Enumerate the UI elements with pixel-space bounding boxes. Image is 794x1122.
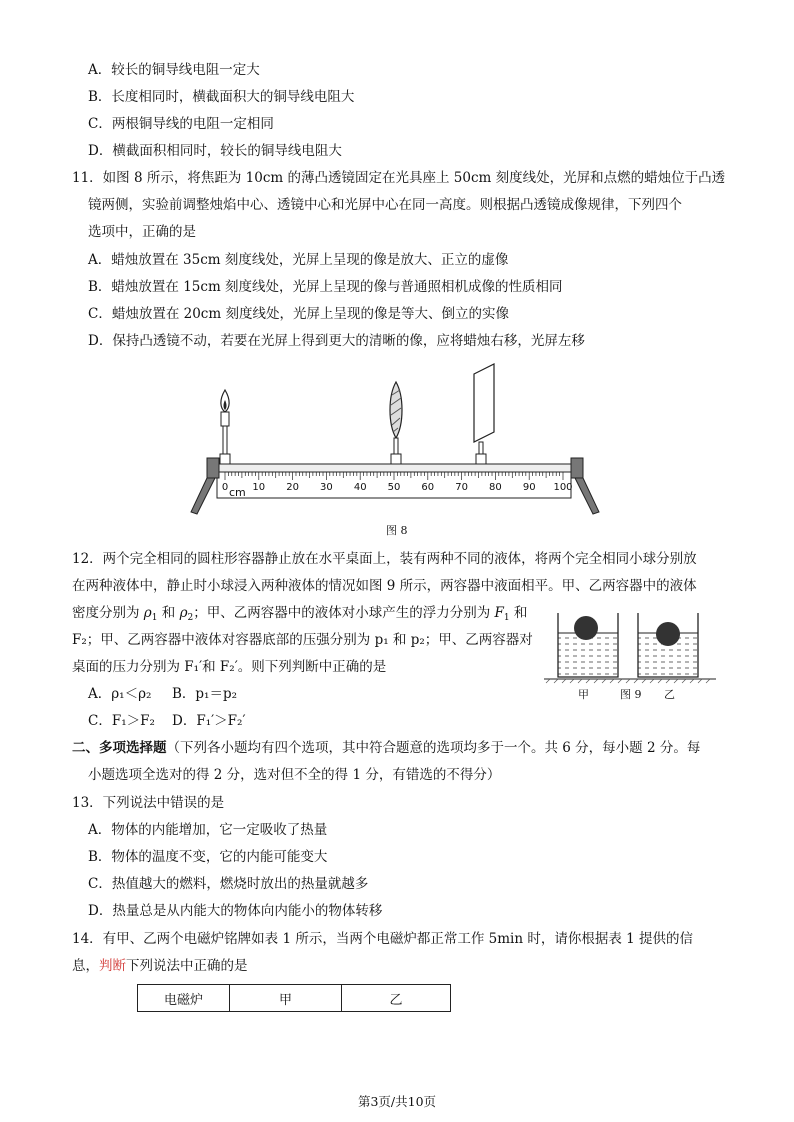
bench-tick-label: 40 xyxy=(353,482,367,493)
figure-9-caption: 图 9 xyxy=(620,688,642,701)
q13-option-a: A．物体的内能增加，它一定吸收了热量 xyxy=(88,822,328,838)
q12-stem-line5: 桌面的压力分别为 F₁′和 F₂′。则下列判断中正确的是 xyxy=(72,659,387,675)
figure-9-label-jia: 甲 xyxy=(578,688,589,701)
q13-option-c: C．热值越大的燃料，燃烧时放出的热量就越多 xyxy=(88,876,369,892)
q11-stem-line2: 镜两侧，实验前调整烛焰中心、透镜中心和光屏中心在同一高度。则根据凸透镜成像规律，下列四个 xyxy=(88,197,682,213)
q12-option-c: C．F₁＞F₂ xyxy=(88,713,155,729)
q10-option-c: C．两根铜导线的电阻一定相同 xyxy=(88,116,274,132)
bench-tick-label: 60 xyxy=(421,482,435,493)
section-2-heading: 二、多项选择题（下列各小题均有四个选项，其中符合题意的选项均多于一个。共 6 分，每小题 2 分。每 xyxy=(72,740,701,756)
bench-unit-label: cm xyxy=(229,486,246,499)
bench-tick-label: 20 xyxy=(286,482,299,493)
q12-stem-line1: 12．两个完全相同的圆柱形容器静止放在水平桌面上，装有两种不同的液体，将两个完全相同小球分别放 xyxy=(72,551,697,567)
q11-stem-line3: 选项中，正确的是 xyxy=(88,224,196,240)
q11-option-c: C．蜡烛放置在 20cm 刻度线处，光屏上呈现的像是等大、倒立的实像 xyxy=(88,306,509,322)
page-footer: 第3页/共10页 xyxy=(357,1094,437,1109)
q11-stem-line1: 11．如图 8 所示，将焦距为 10cm 的薄凸透镜固定在光具座上 50cm 刻度线处，光屏和点燃的蜡烛位于凸透 xyxy=(72,170,726,186)
optical-bench-figure xyxy=(185,360,605,520)
q13-option-b: B．物体的温度不变，它的内能可能变大 xyxy=(88,849,328,865)
ball-icon xyxy=(656,622,680,646)
q13-option-d: D．热量总是从内能大的物体向内能小的物体转移 xyxy=(88,903,383,919)
q10-option-a: A．较长的铜导线电阻一定大 xyxy=(88,62,260,78)
bench-tick-label: 100 xyxy=(553,482,573,493)
bench-tick-label: 70 xyxy=(455,482,468,493)
figure-8-caption: 图 8 xyxy=(386,524,408,537)
candle-icon xyxy=(221,412,229,426)
q12-stem-line4: F₂；甲、乙两容器中液体对容器底部的压强分别为 p₁ 和 p₂；甲、乙两容器对 xyxy=(72,632,533,648)
bench-tick-label: 0 xyxy=(221,482,229,493)
bench-tick-label: 90 xyxy=(522,482,536,493)
bench-tick-label: 80 xyxy=(489,482,502,493)
q11-option-b: B．蜡烛放置在 15cm 刻度线处，光屏上呈现的像与普通照相机成像的性质相同 xyxy=(88,279,563,295)
bench-tick-label: 30 xyxy=(320,482,333,493)
q10-option-d: D．横截面积相同时，较长的铜导线电阻大 xyxy=(88,143,342,159)
section-2-desc: 小题选项全选对的得 2 分，选对但不全的得 1 分，有错选的不得分） xyxy=(88,767,501,783)
q12-option-a: A．ρ₁＜ρ₂ xyxy=(88,686,152,702)
q13-stem: 13．下列说法中错误的是 xyxy=(72,795,225,811)
bench-tick-label: 50 xyxy=(387,482,401,493)
q12-stem-line2: 在两种液体中，静止时小球浸入两种液体的情况如图 9 所示，两容器中液面相平。甲、乙两容器中的液体 xyxy=(72,578,697,594)
q11-option-d: D．保持凸透镜不动，若要在光屏上得到更大的清晰的像，应将蜡烛右移，光屏左移 xyxy=(88,333,585,349)
q11-option-a: A．蜡烛放置在 35cm 刻度线处，光屏上呈现的像是放大、正立的虚像 xyxy=(88,252,509,268)
table-header-cell: 乙 xyxy=(342,985,451,1012)
bench-tick-label: 10 xyxy=(252,482,266,493)
figure-9-label-yi: 乙 xyxy=(664,688,675,701)
q12-option-b: B．p₁＝p₂ xyxy=(172,686,238,702)
q12-option-d: D．F₁′＞F₂′ xyxy=(172,713,246,729)
q14-stem-line1: 14．有甲、乙两个电磁炉铭牌如表 1 所示，当两个电磁炉都正常工作 5min 时，请你根据表 1 提供的信 xyxy=(72,931,694,947)
q14-stem-line2: 息，判断下列说法中正确的是 xyxy=(72,958,248,974)
light-screen-icon xyxy=(474,364,494,442)
table-header-cell: 甲 xyxy=(230,985,342,1012)
table-header-cell: 电磁炉 xyxy=(138,985,230,1012)
q14-table xyxy=(137,984,451,1012)
q10-option-b: B．长度相同时，横截面积大的铜导线电阻大 xyxy=(88,89,355,105)
ball-icon xyxy=(574,616,598,640)
q12-stem-line3: 密度分别为 $\rho_1$ 和 $\rho_2$；甲、乙两容器中的液体对小球产生的浮力分别为 $F_1$ 和 xyxy=(72,605,528,623)
